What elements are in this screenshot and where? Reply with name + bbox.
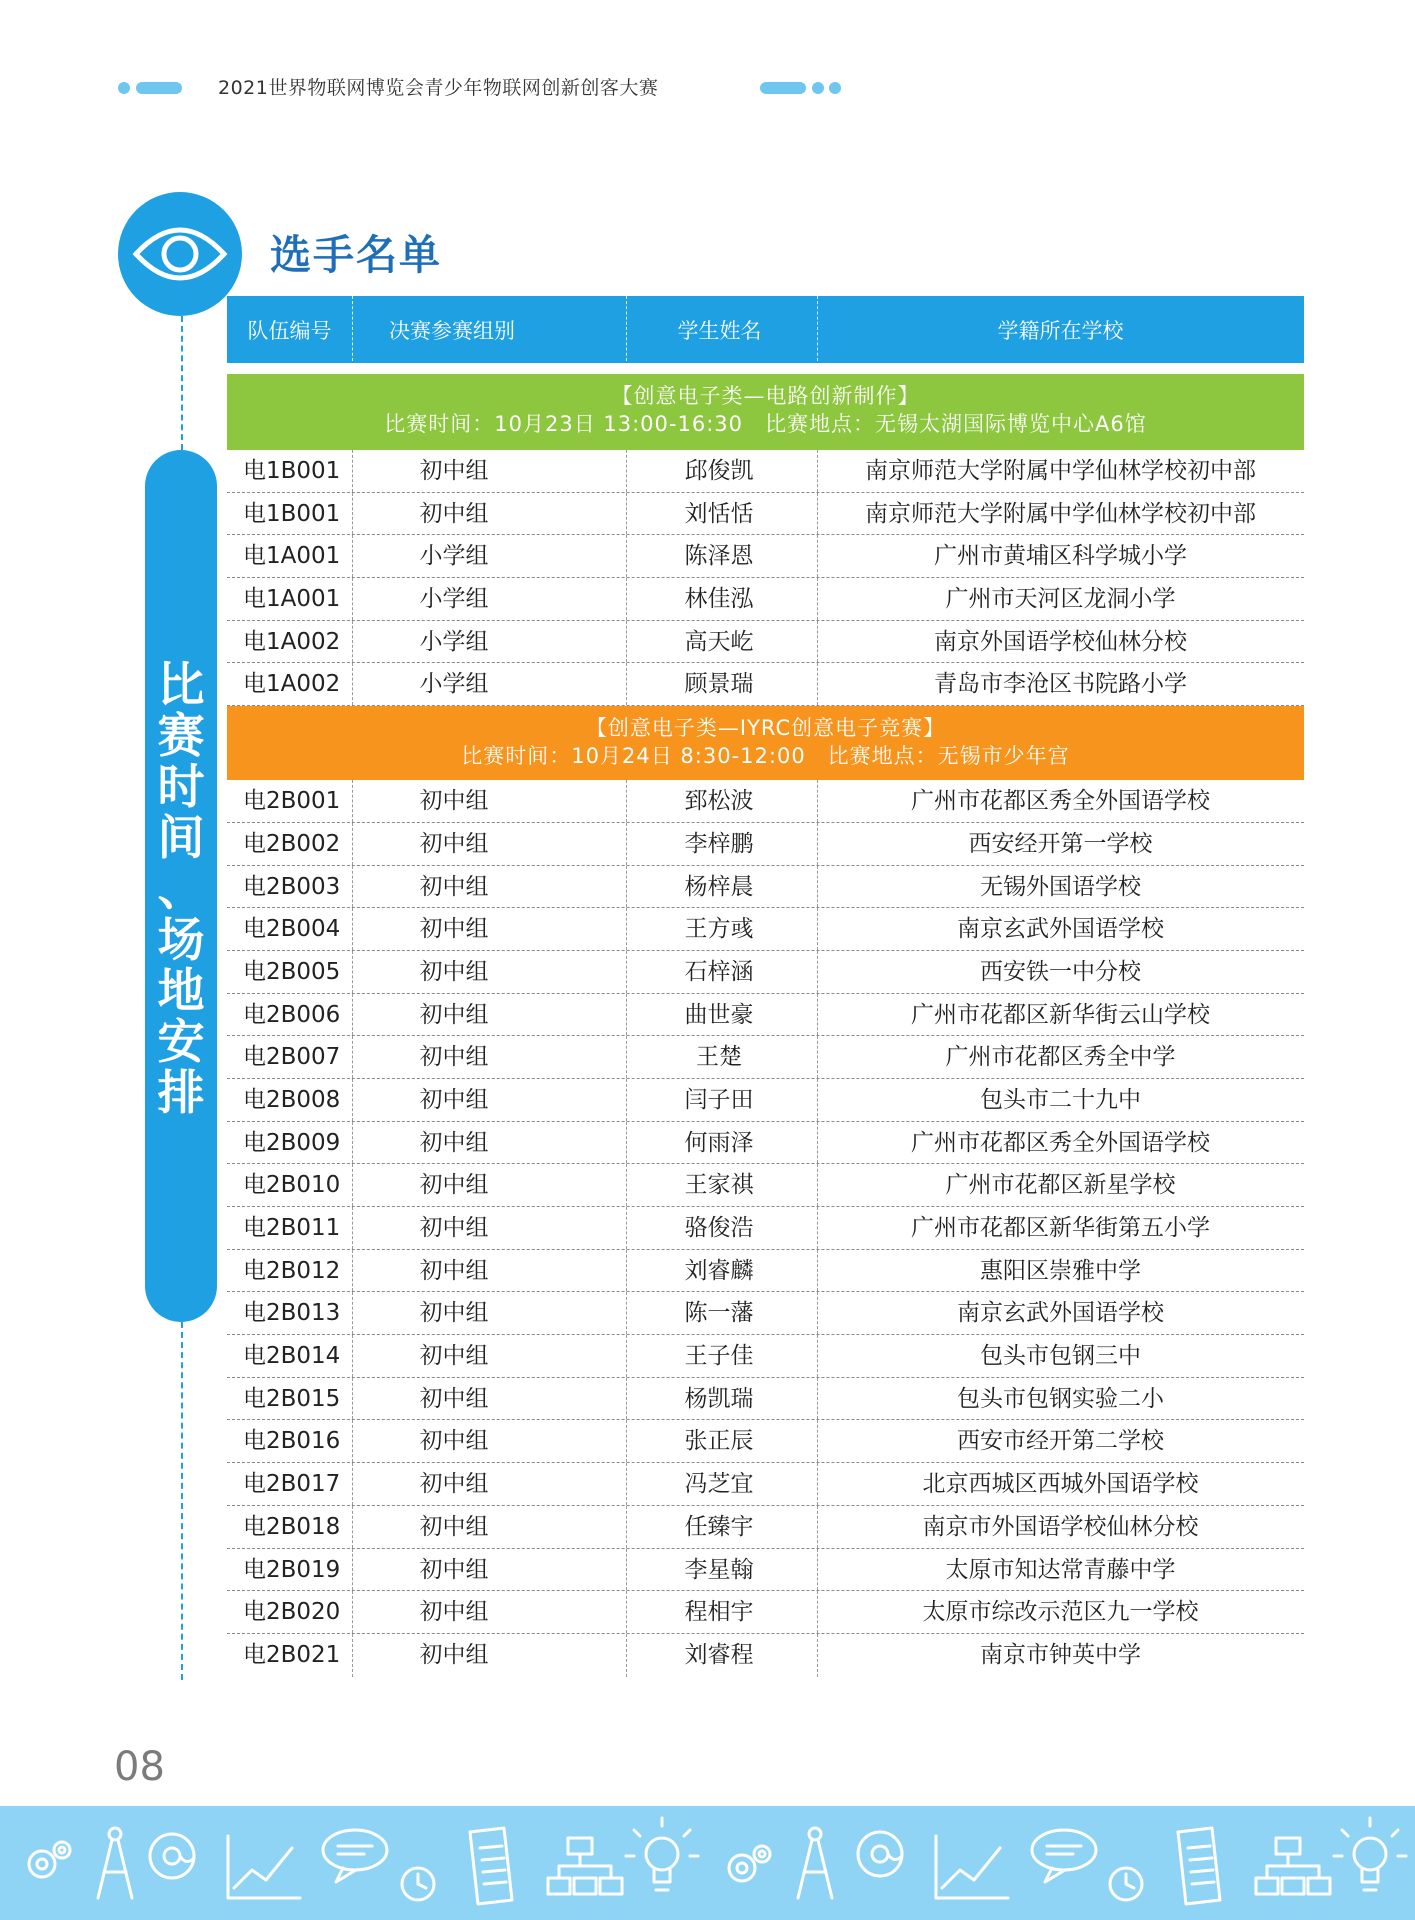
column-separator xyxy=(352,1463,353,1505)
student-name-cell: 陈泽恩 xyxy=(684,543,754,570)
header-title: 2021世界物联网博览会青少年物联网创新创客大赛 xyxy=(218,77,659,99)
team-id-cell: 电2B004 xyxy=(243,916,341,943)
table-row xyxy=(227,450,1304,493)
school-cell: 西安经开第一学校 xyxy=(968,830,1153,857)
student-name-cell: 骆俊浩 xyxy=(684,1215,754,1241)
gears-icon xyxy=(29,1842,70,1877)
school-cell: 西安铁一中分校 xyxy=(980,958,1141,985)
column-separator xyxy=(352,1591,353,1633)
school-cell: 惠阳区崇雅中学 xyxy=(980,1257,1141,1284)
group-cell: 初中组 xyxy=(419,500,489,527)
student-name-cell: 王楚 xyxy=(696,1044,742,1071)
document-icon xyxy=(470,1828,512,1904)
column-separator xyxy=(352,780,353,822)
header-dot-decoration xyxy=(812,82,824,94)
table-row xyxy=(227,1122,1304,1165)
column-separator xyxy=(352,450,353,492)
team-id-cell: 电1A001 xyxy=(243,543,341,570)
student-name-cell: 刘睿程 xyxy=(684,1641,754,1668)
team-id-cell: 电2B005 xyxy=(243,958,341,985)
team-id-cell: 电1B001 xyxy=(243,458,341,484)
school-cell: 南京外国语学校仙林分校 xyxy=(934,628,1187,655)
group-cell: 初中组 xyxy=(419,1385,489,1412)
col-header-school: 学籍所在学校 xyxy=(997,319,1124,343)
school-cell: 南京师范大学附属中学仙林学校初中部 xyxy=(865,458,1256,484)
page-header xyxy=(0,76,1415,100)
student-name-cell: 杨凯瑞 xyxy=(684,1385,754,1412)
team-id-cell: 电2B003 xyxy=(243,873,341,900)
student-name-cell: 刘恬恬 xyxy=(684,500,754,527)
column-separator xyxy=(352,994,353,1036)
col-header-team-id: 队伍编号 xyxy=(247,319,332,343)
speech-bubble-icon xyxy=(1032,1830,1096,1882)
column-separator xyxy=(352,1079,353,1121)
school-cell: 广州市黄埔区科学城小学 xyxy=(934,543,1187,570)
column-separator xyxy=(352,1335,353,1377)
team-id-cell: 电2B010 xyxy=(243,1172,341,1199)
school-cell: 广州市花都区秀全外国语学校 xyxy=(911,788,1210,815)
column-separator xyxy=(352,1122,353,1164)
group-cell: 初中组 xyxy=(419,1343,489,1370)
team-id-cell: 电2B006 xyxy=(243,1001,341,1028)
group-cell: 初中组 xyxy=(419,1215,489,1241)
group-cell: 小学组 xyxy=(419,628,489,655)
column-separator xyxy=(352,1549,353,1591)
school-cell: 南京市外国语学校仙林分校 xyxy=(922,1513,1199,1540)
team-id-cell: 电2B011 xyxy=(243,1215,341,1241)
column-separator xyxy=(352,1036,353,1078)
team-id-cell: 电1A002 xyxy=(243,671,341,698)
school-cell: 广州市花都区秀全中学 xyxy=(945,1044,1176,1071)
group-cell: 初中组 xyxy=(419,1001,489,1028)
column-separator xyxy=(352,1378,353,1420)
column-separator xyxy=(352,1292,353,1334)
category-heading: 【创意电子类—电路创新制作】 xyxy=(611,384,920,408)
lightbulb-icon xyxy=(626,1818,698,1890)
clock-icon xyxy=(402,1868,434,1900)
table-row xyxy=(227,1036,1304,1079)
school-cell: 广州市花都区秀全外国语学校 xyxy=(911,1129,1210,1156)
school-cell: 太原市知达常青藤中学 xyxy=(945,1556,1176,1583)
student-name-cell: 曲世豪 xyxy=(684,1001,754,1028)
lightbulb-icon xyxy=(1334,1818,1406,1890)
school-cell: 南京师范大学附属中学仙林学校初中部 xyxy=(865,500,1256,527)
student-name-cell: 郅松波 xyxy=(684,788,754,815)
table-row xyxy=(227,1591,1304,1634)
team-id-cell: 电2B007 xyxy=(243,1044,341,1071)
table-row xyxy=(227,535,1304,578)
column-separator xyxy=(352,1634,353,1677)
group-cell: 初中组 xyxy=(419,1428,489,1455)
school-cell: 南京玄武外国语学校 xyxy=(957,1300,1164,1327)
student-name-cell: 高天屹 xyxy=(684,628,754,655)
table-row xyxy=(227,908,1304,951)
team-id-cell: 电2B016 xyxy=(243,1428,341,1455)
table-row xyxy=(227,780,1304,823)
team-id-cell: 电2B002 xyxy=(243,830,341,857)
table-row xyxy=(227,1079,1304,1122)
group-cell: 初中组 xyxy=(419,1641,489,1668)
group-cell: 初中组 xyxy=(419,1513,489,1540)
category-schedule: 比赛时间：10月23日 13:00-16:30 比赛地点：无锡太湖国际博览中心A6馆 xyxy=(384,412,1147,436)
group-cell: 初中组 xyxy=(419,1300,489,1327)
student-name-cell: 何雨泽 xyxy=(684,1129,754,1156)
team-id-cell: 电2B014 xyxy=(243,1343,341,1370)
schedule-side-label xyxy=(145,450,217,1322)
table-row xyxy=(227,1549,1304,1592)
column-separator xyxy=(352,951,353,993)
eye-icon xyxy=(130,214,230,294)
table-row xyxy=(227,1250,1304,1293)
table-row xyxy=(227,1164,1304,1207)
team-id-cell: 电2B009 xyxy=(243,1129,341,1156)
group-cell: 初中组 xyxy=(419,830,489,857)
team-id-cell: 电2B008 xyxy=(243,1086,341,1113)
student-name-cell: 任臻宇 xyxy=(684,1513,754,1540)
column-separator xyxy=(352,535,353,577)
category-heading: 【创意电子类—IYRC创意电子竞赛】 xyxy=(585,716,946,741)
group-cell: 初中组 xyxy=(419,458,489,484)
category-schedule: 比赛时间：10月24日 8:30-12:00 比赛地点：无锡市少年宫 xyxy=(461,744,1070,769)
team-id-cell: 电2B017 xyxy=(243,1471,341,1498)
student-name-cell: 李星翰 xyxy=(684,1556,754,1583)
column-separator xyxy=(352,1250,353,1292)
group-cell: 初中组 xyxy=(419,1086,489,1113)
flowchart-icon xyxy=(548,1838,622,1894)
group-cell: 初中组 xyxy=(419,788,489,815)
col-header-group: 决赛参赛组别 xyxy=(389,319,515,343)
group-cell: 初中组 xyxy=(419,1129,489,1156)
group-cell: 初中组 xyxy=(419,1257,489,1284)
category-band xyxy=(227,706,1304,780)
group-cell: 初中组 xyxy=(419,873,489,900)
student-name-cell: 王方彧 xyxy=(684,916,754,943)
header-dot-decoration xyxy=(829,82,841,94)
student-name-cell: 陈一藩 xyxy=(684,1300,754,1327)
team-id-cell: 电2B019 xyxy=(243,1556,341,1583)
student-name-cell: 冯芝宜 xyxy=(684,1471,754,1498)
team-id-cell: 电2B015 xyxy=(243,1385,341,1412)
table-header xyxy=(227,296,1304,366)
student-name-cell: 刘睿麟 xyxy=(684,1257,754,1284)
school-cell: 包头市二十九中 xyxy=(980,1086,1141,1113)
school-cell: 西安市经开第二学校 xyxy=(957,1428,1164,1455)
student-name-cell: 程相宇 xyxy=(684,1599,754,1626)
school-cell: 广州市天河区龙洞小学 xyxy=(945,586,1176,613)
table-body xyxy=(227,374,1304,1677)
document-icon xyxy=(1178,1828,1220,1904)
student-name-cell: 石梓涵 xyxy=(684,958,754,985)
group-cell: 初中组 xyxy=(419,1044,489,1071)
table-row xyxy=(227,493,1304,536)
group-cell: 小学组 xyxy=(419,586,489,613)
school-cell: 南京玄武外国语学校 xyxy=(957,916,1164,943)
line-chart-icon xyxy=(936,1836,1008,1898)
table-row xyxy=(227,823,1304,866)
team-id-cell: 电2B018 xyxy=(243,1513,341,1540)
team-id-cell: 电2B020 xyxy=(243,1599,341,1626)
group-cell: 初中组 xyxy=(419,958,489,985)
speech-bubble-icon xyxy=(323,1830,387,1882)
school-cell: 无锡外国语学校 xyxy=(980,873,1141,900)
student-name-cell: 邱俊凯 xyxy=(684,458,754,484)
column-separator xyxy=(352,1506,353,1548)
table-row xyxy=(227,994,1304,1037)
col-header-student-name: 学生姓名 xyxy=(677,319,762,343)
table-row xyxy=(227,1420,1304,1463)
contestant-table xyxy=(227,296,1304,1677)
eye-badge xyxy=(118,192,242,316)
team-id-cell: 电2B021 xyxy=(243,1641,341,1668)
section-title: 选手名单 xyxy=(270,231,442,279)
column-separator xyxy=(352,621,353,663)
table-row xyxy=(227,663,1304,706)
clock-icon xyxy=(1110,1868,1142,1900)
school-cell: 包头市包钢三中 xyxy=(980,1343,1141,1370)
school-cell: 广州市花都区新华街第五小学 xyxy=(911,1215,1210,1241)
column-separator xyxy=(352,823,353,865)
table-row xyxy=(227,1207,1304,1250)
table-row xyxy=(227,1634,1304,1677)
column-separator xyxy=(352,1164,353,1206)
student-name-cell: 张正辰 xyxy=(684,1428,754,1455)
header-bar-decoration xyxy=(760,82,806,94)
column-separator xyxy=(352,1207,353,1249)
column-separator xyxy=(352,908,353,950)
flowchart-icon xyxy=(1256,1838,1330,1894)
table-row xyxy=(227,1292,1304,1335)
group-cell: 初中组 xyxy=(419,916,489,943)
school-cell: 北京西城区西城外国语学校 xyxy=(922,1471,1199,1498)
column-separator xyxy=(352,1420,353,1462)
at-sign-icon xyxy=(150,1834,194,1878)
column-separator xyxy=(352,866,353,908)
decorative-footer xyxy=(0,1806,1415,1920)
table-row xyxy=(227,1378,1304,1421)
page-number: 08 xyxy=(114,1744,165,1790)
student-name-cell: 林佳泓 xyxy=(684,586,754,613)
school-cell: 南京市钟英中学 xyxy=(980,1641,1141,1668)
student-name-cell: 杨梓晨 xyxy=(684,873,754,900)
student-name-cell: 顾景瑞 xyxy=(684,671,754,698)
school-cell: 广州市花都区新星学校 xyxy=(945,1172,1176,1199)
student-name-cell: 王家祺 xyxy=(684,1172,754,1199)
table-row xyxy=(227,578,1304,621)
team-id-cell: 电2B001 xyxy=(243,788,341,815)
school-cell: 青岛市李沧区书院路小学 xyxy=(934,671,1187,698)
group-cell: 初中组 xyxy=(419,1599,489,1626)
student-name-cell: 李梓鹏 xyxy=(684,830,754,857)
side-vertical-text: 比 赛 时 间 、 场 地 安 排 xyxy=(157,658,205,1121)
team-id-cell: 电1B001 xyxy=(243,500,341,527)
compass-icon xyxy=(98,1828,132,1898)
school-cell: 太原市综改示范区九一学校 xyxy=(922,1599,1199,1626)
team-id-cell: 电2B013 xyxy=(243,1300,341,1327)
header-dot-decoration xyxy=(118,82,130,94)
table-row xyxy=(227,1335,1304,1378)
school-cell: 广州市花都区新华街云山学校 xyxy=(911,1001,1210,1028)
table-row xyxy=(227,951,1304,994)
group-cell: 初中组 xyxy=(419,1172,489,1199)
table-row xyxy=(227,621,1304,664)
column-separator xyxy=(352,663,353,705)
group-cell: 初中组 xyxy=(419,1471,489,1498)
table-row xyxy=(227,1463,1304,1506)
category-band xyxy=(227,374,1304,450)
table-row xyxy=(227,1506,1304,1549)
line-chart-icon xyxy=(228,1836,300,1898)
compass-icon xyxy=(798,1828,832,1898)
table-row xyxy=(227,866,1304,909)
student-name-cell: 王子佳 xyxy=(684,1343,754,1370)
column-separator xyxy=(352,578,353,620)
column-separator xyxy=(352,493,353,535)
timeline-dash xyxy=(181,1322,183,1680)
gears-icon xyxy=(729,1846,770,1881)
team-id-cell: 电2B012 xyxy=(243,1257,341,1284)
timeline-dash xyxy=(181,316,183,450)
school-cell: 包头市包钢实验二小 xyxy=(957,1385,1164,1412)
header-bar-decoration xyxy=(136,82,182,94)
team-id-cell: 电1A002 xyxy=(243,628,341,655)
group-cell: 初中组 xyxy=(419,1556,489,1583)
team-id-cell: 电1A001 xyxy=(243,586,341,613)
at-sign-icon xyxy=(858,1832,902,1876)
group-cell: 小学组 xyxy=(419,543,489,570)
student-name-cell: 闫子田 xyxy=(684,1086,754,1113)
group-cell: 小学组 xyxy=(419,671,489,698)
